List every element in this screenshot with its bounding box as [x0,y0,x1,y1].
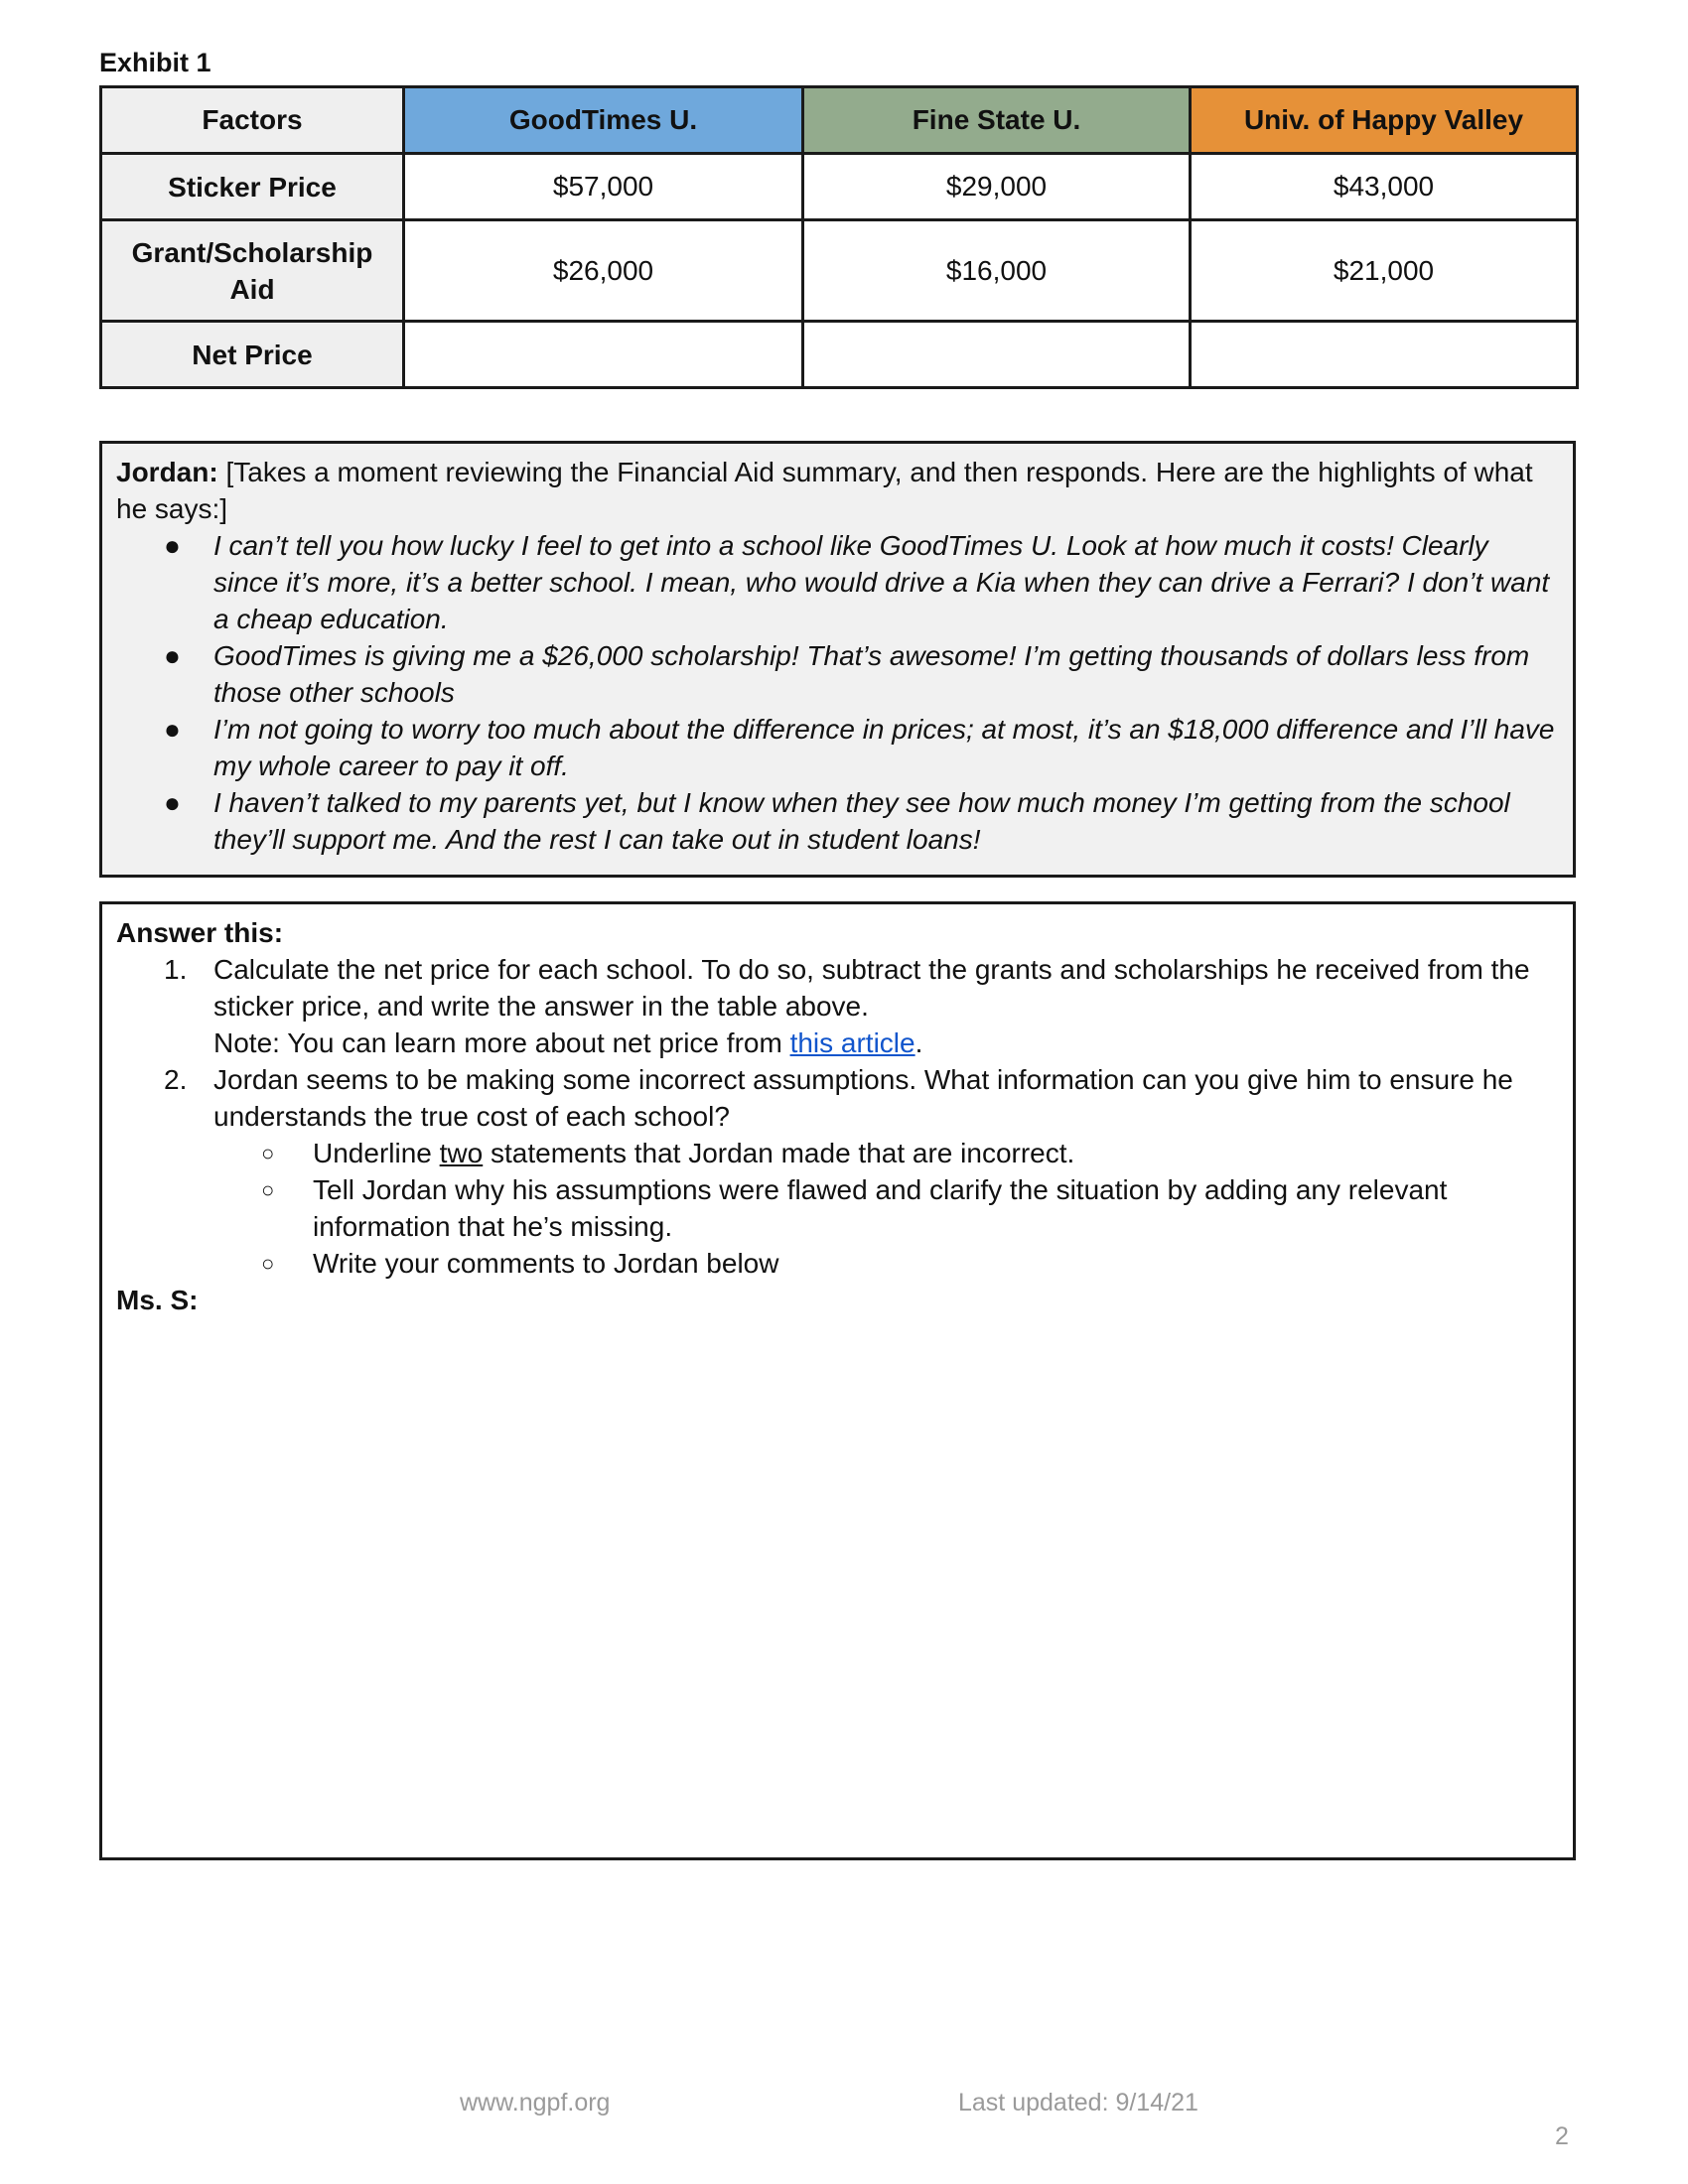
bullet-icon: ● [164,714,181,745]
table-header-row [101,87,1578,154]
intro-text: [Takes a moment reviewing the Financial Aid summary, and then responds. Here are the highlights of what he says:] [116,457,1533,524]
cell-value: $16,000 [803,220,1191,322]
footer-site: www.ngpf.org [460,2089,611,2116]
cell-value: $57,000 [404,154,803,220]
row-label: Net Price [101,322,404,388]
answer-box[interactable] [99,901,1576,1860]
net-price-input-happy-valley[interactable] [1191,322,1578,388]
table-row-grant-aid [101,220,1578,322]
header-fine-state-u: Fine State U. [803,87,1191,154]
header-factors: Factors [101,87,404,154]
row-label: Grant/Scholarship Aid [101,220,404,322]
list-item: ● I haven’t talked to my parents yet, but I know when they see how much money I’m getting from the school they’ll support me. And the rest I can take out in student loans! [116,784,1559,858]
task-note: Note: You can learn more about net price from this article. [213,1027,923,1058]
task-number: 2. [164,1064,188,1095]
jordan-dialogue-box [99,441,1576,878]
list-item: ● GoodTimes is giving me a $26,000 scholarship! That’s awesome! I’m getting thousands of dollars less from those other schools [116,637,1559,711]
task-item-2: 2. Jordan seems to be making some incorrect assumptions. What information can you give him to ensure he understands the true cost of each school? ○ Underline two statements that Jordan made that are incorrect. ○ Tell Jordan why his assumptions were flawed and clarify the situation by adding any relevant information that he’s missing. ○ Write your comments to Jordan below [116,1061,1559,1282]
circle-bullet-icon: ○ [261,1141,275,1165]
bullet-icon: ● [164,530,181,561]
header-goodtimes-u: GoodTimes U. [404,87,803,154]
table-row-net-price [101,322,1578,388]
speaker-label: Jordan: [116,457,218,487]
cell-value: $26,000 [404,220,803,322]
row-label: Sticker Price [101,154,404,220]
jordan-intro [116,454,1559,527]
answer-heading: Answer this: [116,917,284,948]
cell-value: $29,000 [803,154,1191,220]
cell-value: $21,000 [1191,220,1578,322]
net-price-input-goodtimes[interactable] [404,322,803,388]
list-item: ○ Write your comments to Jordan below [213,1245,1559,1282]
this-article-link[interactable]: this article [789,1027,915,1058]
table-row-sticker-price [101,154,1578,220]
circle-bullet-icon: ○ [261,1251,275,1276]
task-list [116,951,1559,1282]
task-item-1: 1. Calculate the net price for each school. To do so, subtract the grants and scholarships he received from the sticker price, and write the answer in the table above. Note: You can learn more about net price from this article. [116,951,1559,1061]
task-number: 1. [164,954,188,985]
list-item: ● I’m not going to worry too much about the difference in prices; at most, it’s an $18,000 difference and I’ll have my whole career to pay it off. [116,711,1559,784]
list-item: ● I can’t tell you how lucky I feel to get into a school like GoodTimes U. Look at how much it costs! Clearly since it’s more, it’s a better school. I mean, who would drive a Kia when they can drive a Ferrari? I don’t want a cheap education. [116,527,1559,637]
page-number: 2 [1555,2122,1569,2150]
list-item: ○ Underline two statements that Jordan made that are incorrect. [213,1135,1559,1171]
exhibit-table [99,85,1579,389]
footer-updated: Last updated: 9/14/21 [958,2089,1198,2116]
header-happy-valley: Univ. of Happy Valley [1191,87,1578,154]
bullet-icon: ● [164,787,181,818]
list-item: ○ Tell Jordan why his assumptions were flawed and clarify the situation by adding any relevant information that he’s missing. [213,1171,1559,1245]
circle-bullet-icon: ○ [261,1177,275,1202]
net-price-input-fine-state[interactable] [803,322,1191,388]
exhibit-title: Exhibit 1 [99,48,211,77]
subtask-list [213,1135,1559,1282]
response-label: Ms. S: [116,1285,199,1315]
bullet-icon: ● [164,640,181,671]
quote-list [116,527,1559,858]
cell-value: $43,000 [1191,154,1578,220]
